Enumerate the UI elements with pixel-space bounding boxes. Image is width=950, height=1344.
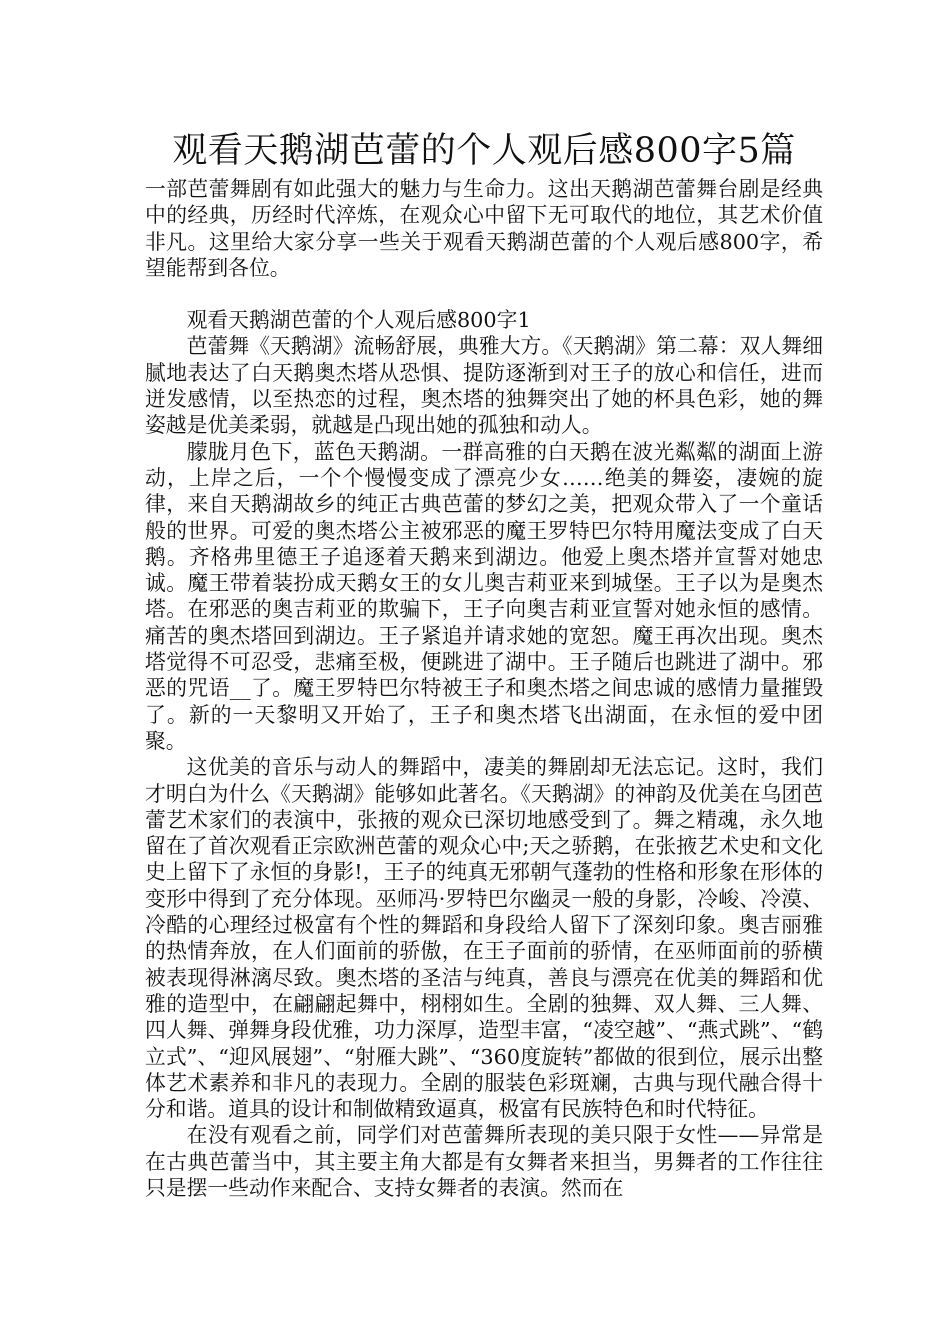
paragraph-gap — [145, 281, 823, 307]
intro-paragraph: 一部芭蕾舞剧有如此强大的魅力与生命力。这出天鹅湖芭蕾舞台剧是经典中的经典，历经时代淬炼，在观众心中留下无可取代的地位，其艺术价值非凡。这里给大家分享一些关于观看天鹅湖芭蕾的个人观后感800字，希望能帮到各位。 — [145, 177, 823, 280]
body-paragraph-4: 在没有观看之前，同学们对芭蕾舞所表现的美只限于女性——异常是在古典芭蕾当中，其主要主角大都是有女舞者来担当，男舞者的工作往往只是摆一些动作来配合、支持女舞者的表演。然而在 — [145, 1123, 823, 1200]
body-paragraph-1: 芭蕾舞《天鹅湖》流畅舒展，典雅大方。《天鹅湖》第二幕：双人舞细腻地表达了白天鹅奥杰塔从恐惧、提防逐渐到对王子的放心和信任，进而迸发感情，以至热恋的过程，奥杰塔的独舞突出了她的杯具色彩，她的舞姿越是优美柔弱，就越是凸现出她的孤独和动人。 — [145, 334, 823, 438]
document-title: 观看天鹅湖芭蕾的个人观后感800字5篇 — [172, 131, 796, 171]
document-page — [145, 128, 823, 1201]
section-heading: 观看天鹅湖芭蕾的个人观后感800字1 — [186, 308, 531, 333]
body-paragraph-2: 朦胧月色下，蓝色天鹅湖。一群高雅的白天鹅在波光粼粼的湖面上游动，上岸之后，一个个慢慢变成了漂亮少女……绝美的舞姿，凄婉的旋律，来自天鹅湖故乡的纯正古典芭蕾的梦幻之美，把观众带入了一个童话般的世界。可爱的奥杰塔公主被邪恶的魔王罗特巴尔特用魔法变成了白天鹅。齐格弗里德王子追逐着天鹅来到湖边。他爱上奥杰塔并宣誓对她忠诚。魔王带着装扮成天鹅女王的女儿奥吉莉亚来到城堡。王子以为是奥杰塔。在邪恶的奥吉莉亚的欺骗下，王子向奥吉莉亚宣誓对她永恒的感情。痛苦的奥杰塔回到湖边。王子紧追并请求她的宽恕。魔王再次出现。奥杰塔觉得不可忍受，悲痛至极，便跳进了湖中。王子随后也跳进了湖中。邪恶的咒语__了。魔王罗特巴尔特被王子和奥杰塔之间忠诚的感情力量摧毁了。新的一天黎明又开始了，王子和奥杰塔飞出湖面，在永恒的爱中团聚。 — [145, 439, 823, 753]
body-paragraph-3: 这优美的音乐与动人的舞蹈中，凄美的舞剧却无法忘记。这时，我们才明白为什么《天鹅湖》能够如此著名。《天鹅湖》的神韵及优美在乌团芭蕾艺术家们的表演中，张掖的观众已深切地感受到了。舞之精魂，永久地留在了首次观看正宗欧洲芭蕾的观众心中;天之骄鹅，在张掖艺术史和文化史上留下了永恒的身影!，王子的纯真无邪朝气蓬勃的性格和形象在形体的变形中得到了充分体现。巫师冯·罗特巴尔幽灵一般的身影，冷峻、冷漠、冷酷的心理经过极富有个性的舞蹈和身段给人留下了深刻印象。奥吉丽雅的热情奔放，在人们面前的骄傲，在王子面前的骄情，在巫师面前的骄横被表现得淋漓尽致。奥杰塔的圣洁与纯真，善良与漂亮在优美的舞蹈和优雅的造型中，在翩翩起舞中，栩栩如生。全剧的独舞、双人舞、三人舞、四人舞、弹舞身段优雅，功力深厚，造型丰富，“凌空越”、“燕式跳”、“鹤立式”、“迎风展翅”、“射雁大跳”、“360度旋转”都做的很到位，展示出整体艺术素养和非凡的表现力。全剧的服装色彩斑斓，古典与现代融合得十分和谐。道具的设计和制做精致逼真，极富有民族特色和时代特征。 — [145, 755, 823, 1122]
